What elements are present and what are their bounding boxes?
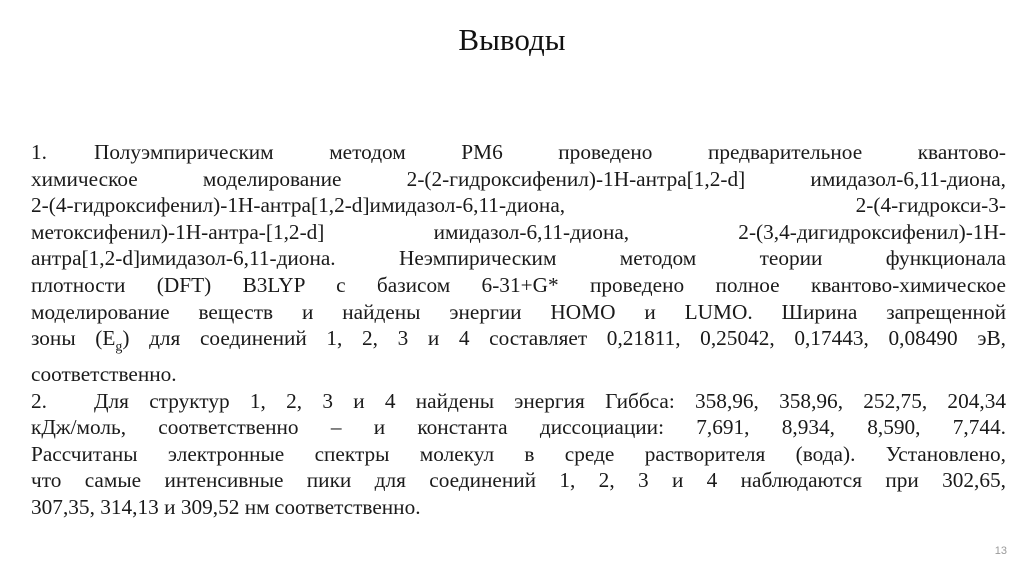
text-line: антра[1,2-d]имидазол-6,11-диона. Неэмпирическим методом теории функционала bbox=[31, 246, 1006, 271]
page-number: 13 bbox=[994, 545, 1007, 557]
text-line: 1. Полуэмпирическим методом PM6 проведено предварительное квантово- bbox=[31, 140, 1006, 164]
text-line: кДж/моль, соответственно – и константа диссоциации: 7,691, 8,934, 8,590, 7,744. bbox=[31, 415, 1006, 440]
text-line: соответственно. bbox=[31, 362, 177, 386]
item-number: 2. bbox=[31, 388, 47, 413]
conclusion-item-2 bbox=[31, 388, 1006, 521]
text-line: плотности (DFT) B3LYP с базисом 6-31+G* проведено полное квантово-химическое bbox=[31, 272, 1006, 297]
text-line: 307,35, 314,13 и 309,52 нм соответственно. bbox=[31, 494, 421, 519]
slide-title: Выводы bbox=[458, 22, 566, 57]
item-number: 1. bbox=[31, 140, 47, 164]
conclusions-text bbox=[31, 139, 1006, 521]
text-line: химическое моделирование 2-(2-гидроксифенил)-1Н-антра[1,2-d] имидазол-6,11-диона, bbox=[31, 166, 1006, 191]
conclusion-item-1 bbox=[31, 139, 1006, 388]
text-line: метоксифенил)-1Н-антра-[1,2-d] имидазол-6,11-диона, 2-(3,4-дигидроксифенил)-1Н- bbox=[31, 219, 1006, 244]
text-line: Рассчитаны электронные спектры молекул в среде растворителя (вода). Установлено, bbox=[31, 441, 1006, 466]
text-line: 2-(4-гидроксифенил)-1Н-антра[1,2-d]имидазол-6,11-диона, 2-(4-гидрокси-3- bbox=[31, 193, 1006, 218]
text-line: зоны $(E_g)$ для соединений 1, 2, 3 и 4 составляет 0,21811, 0,25042, 0,17443, 0,08490 эВ, bbox=[31, 326, 1006, 355]
subscript-g: g bbox=[115, 339, 123, 355]
text-line: 2. Для структур 1, 2, 3 и 4 найдены энергия Гиббса: 358,96, 358,96, 252,75, 204,34 bbox=[31, 388, 1006, 413]
text-line: что самые интенсивные пики для соединений 1, 2, 3 и 4 наблюдаются при 302,65, bbox=[31, 468, 1006, 493]
text-line: моделирование веществ и найдены энергии HOMO и LUMO. Ширина запрещенной bbox=[31, 299, 1006, 324]
